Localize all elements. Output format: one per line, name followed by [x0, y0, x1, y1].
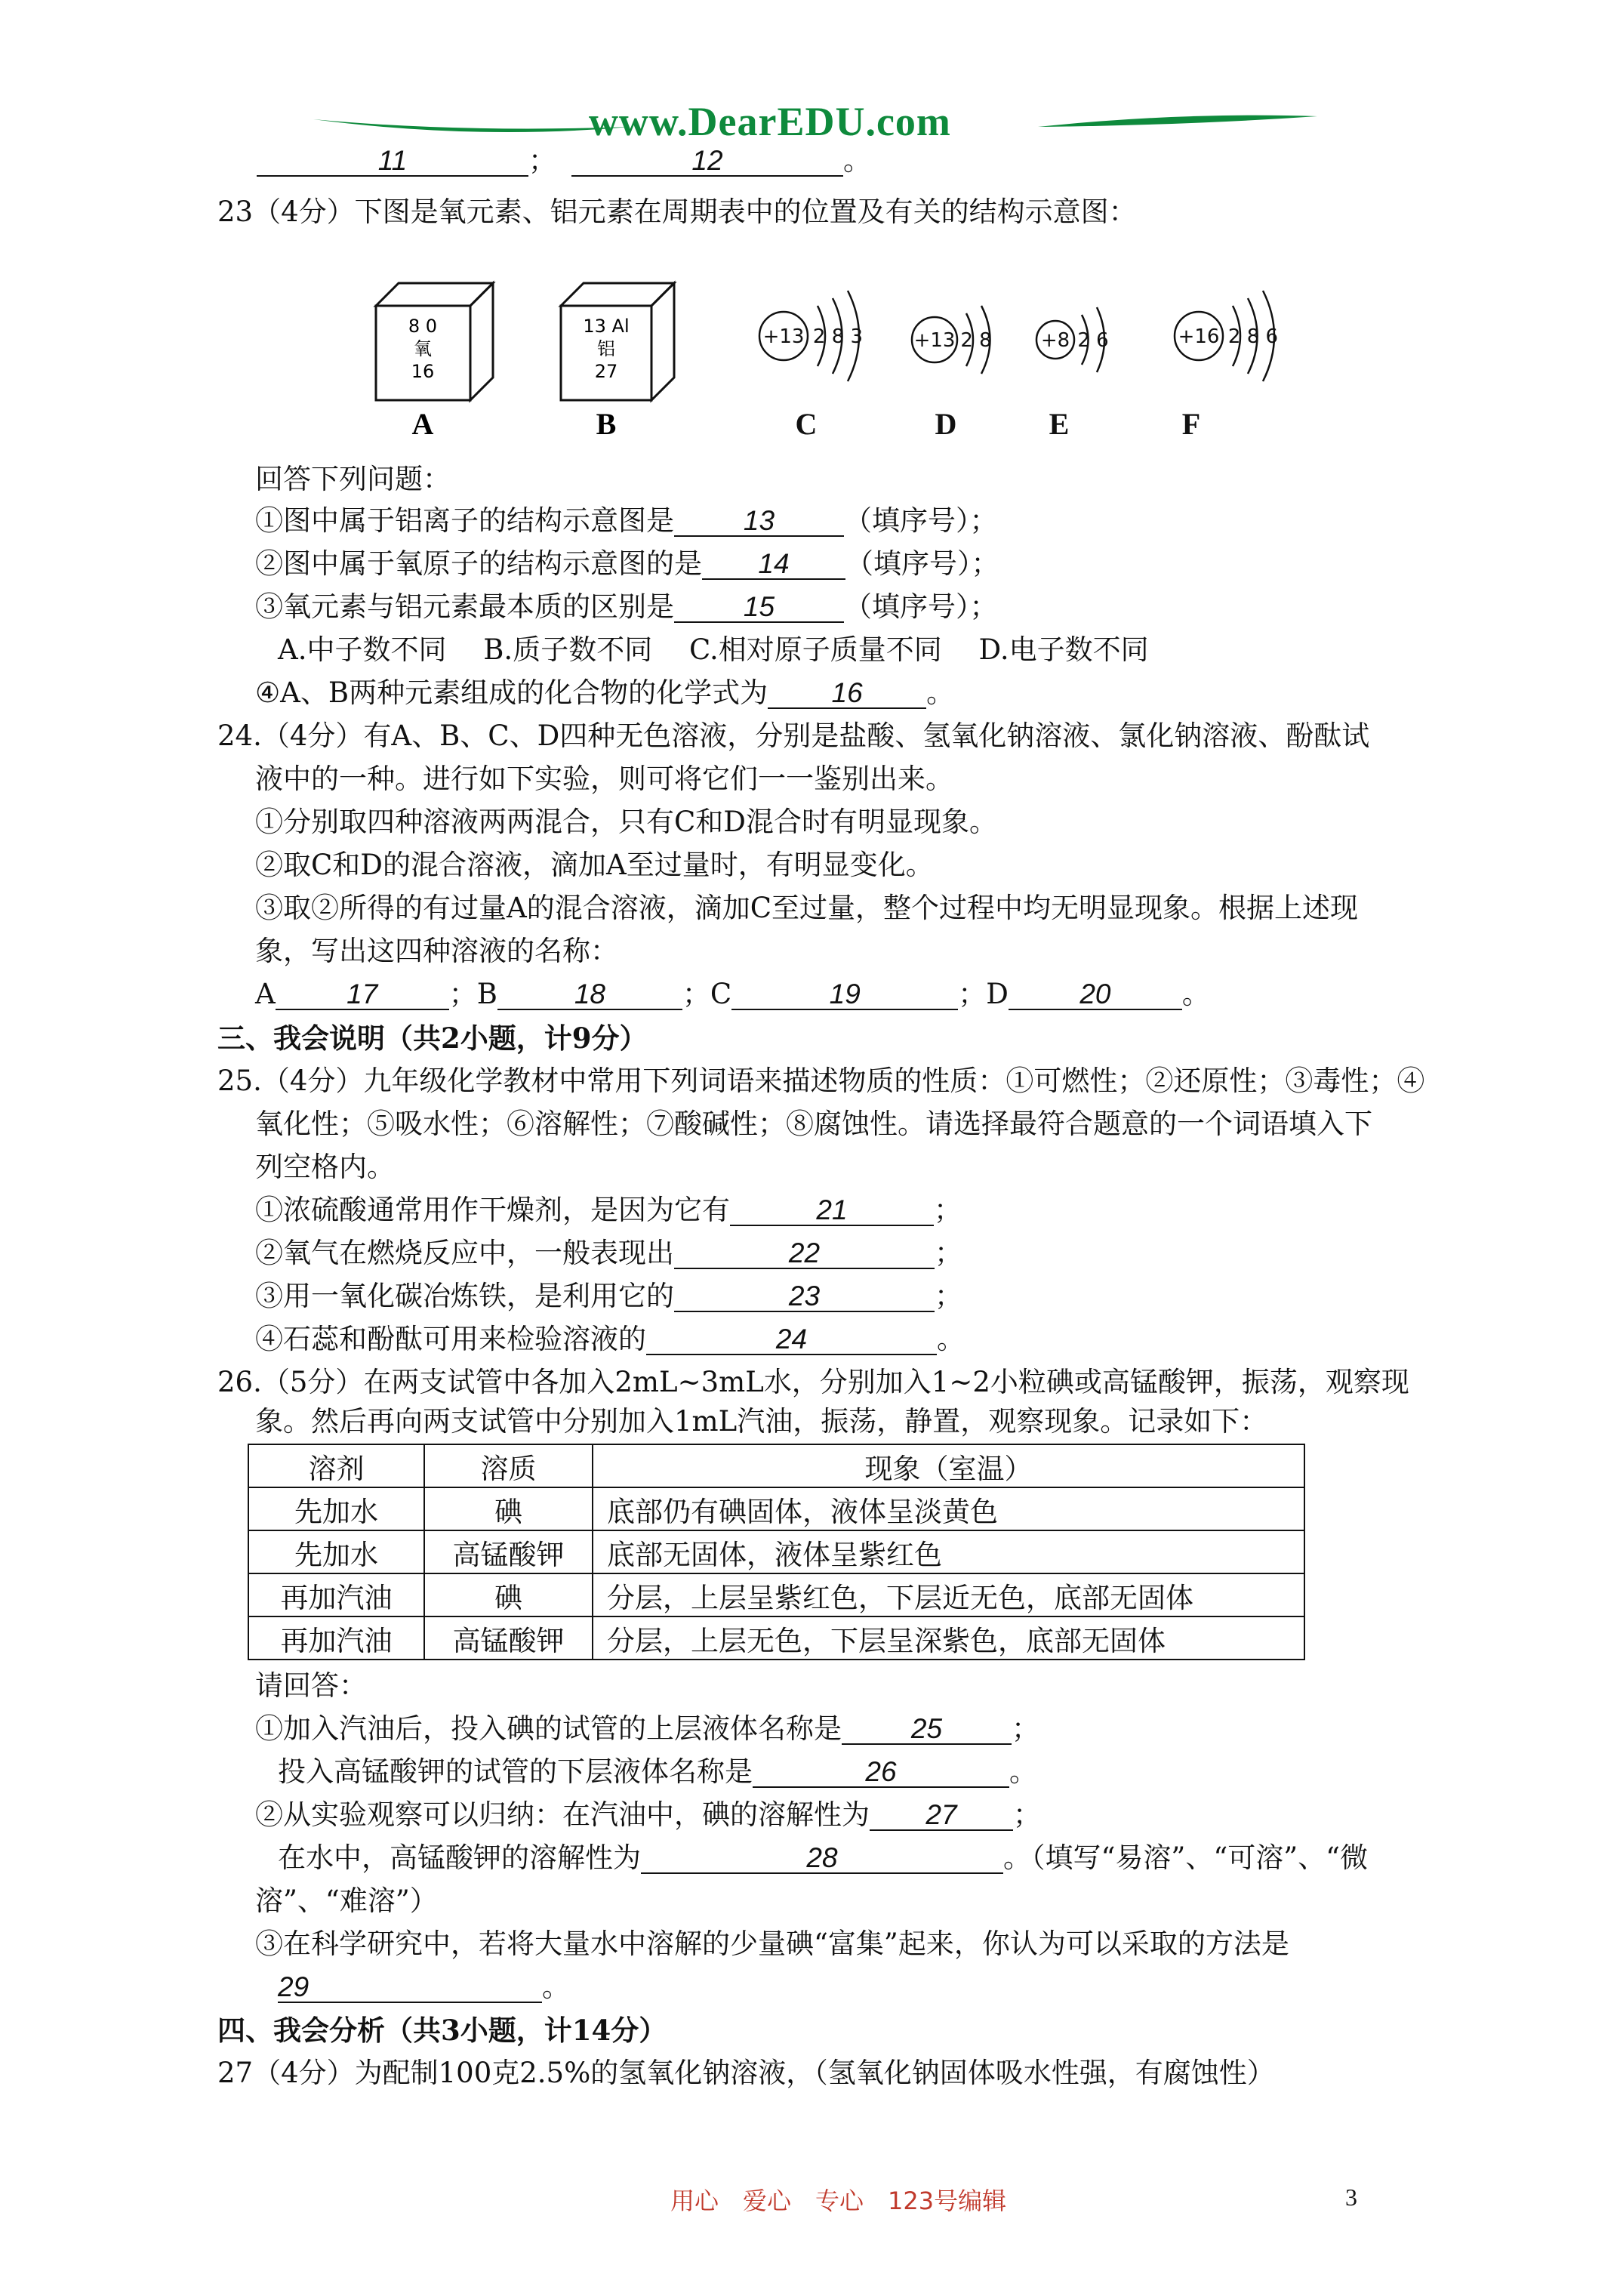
q23-item-1-end: （填序号）；: [844, 504, 998, 537]
blank-14[interactable]: 14: [702, 547, 845, 580]
table-cell: 碘: [424, 1487, 593, 1530]
structure-diagram: [361, 253, 1320, 449]
q25-item-2: [255, 1234, 962, 1272]
blank-29[interactable]: 29: [278, 1970, 542, 2003]
blank-13[interactable]: 13: [674, 504, 844, 537]
label-f: F: [1181, 407, 1201, 441]
table-header-cell: 溶剂: [248, 1444, 424, 1487]
q25-line-1: 25.（4分）九年级化学教材中常用下列词语来描述物质的性质：①可燃性；②还原性；③毒性；④: [217, 1065, 1425, 1097]
q24-line-2: 液中的一种。进行如下实验，则可将它们一一鉴别出来。: [255, 763, 953, 795]
atom-f-nucleus: +16: [1178, 325, 1220, 348]
q26-item-2b: [278, 1839, 1368, 1877]
blank-17[interactable]: 17: [276, 977, 449, 1010]
q26-item-2c: 溶”、“难溶”）: [255, 1885, 438, 1917]
q26-item-1: [255, 1710, 1039, 1748]
blank-11[interactable]: 11: [257, 143, 528, 177]
q26-item-3: ③在科学研究中，若将大量水中溶解的少量碘“富集”起来，你认为可以采取的方法是: [255, 1928, 1289, 1960]
label-a: A: [411, 407, 434, 441]
q24-step-3b: 象，写出这四种溶液的名称：: [255, 935, 618, 967]
q23-options: A.中子数不同 B.质子数不同 C.相对原子质量不同 D.电子数不同: [278, 633, 1149, 666]
q23-item-4-end: 。: [926, 676, 955, 709]
q26-item-1b: [278, 1753, 1037, 1791]
q26-item-1b-text: 投入高锰酸钾的试管的下层液体名称是: [278, 1755, 753, 1788]
q24-line-1: 24.（4分）有A、B、C、D四种无色溶液，分别是盐酸、氢氧化钠溶液、氯化钠溶液、酚酞试: [217, 720, 1370, 752]
q26-item-2: [255, 1796, 1041, 1834]
q26-item-2-text: ②从实验观察可以归纳：在汽油中，碘的溶解性为: [255, 1798, 870, 1831]
atom-c-shells: 2 8 3: [812, 325, 864, 348]
atom-c: [759, 291, 863, 441]
q26-line-2: 象。然后再向两支试管中分别加入1mL汽油，振荡，静置，观察现象。记录如下：: [255, 1405, 1268, 1438]
q24-answers: [255, 975, 1210, 1013]
q26-item-1b-end: 。: [1009, 1755, 1037, 1788]
logo-text: www.DearEDU.com: [589, 99, 951, 144]
q26-ask: 请回答：: [255, 1669, 367, 1702]
cube-a-mass: 16: [411, 361, 435, 382]
q23-title: 23（4分）下图是氧元素、铝元素在周期表中的位置及有关的结构示意图：: [217, 196, 1137, 228]
atom-e-nucleus: +8: [1040, 329, 1070, 352]
table-cell: 底部仍有碘固体，液体呈淡黄色: [593, 1487, 1304, 1530]
blank-18[interactable]: 18: [497, 977, 682, 1010]
table-row: [248, 1487, 1304, 1530]
blank-12[interactable]: 12: [571, 143, 843, 177]
q25-item-1-end: ；: [934, 1194, 962, 1226]
page-number: 3: [1345, 2184, 1357, 2211]
blank-27[interactable]: 27: [870, 1798, 1013, 1831]
blank-16[interactable]: 16: [768, 676, 926, 709]
experiment-table: [248, 1444, 1305, 1660]
table-cell: 先加水: [248, 1530, 424, 1573]
q25-item-4: [255, 1321, 965, 1358]
table-cell: 先加水: [248, 1487, 424, 1530]
logo-swoosh-left-icon: [310, 110, 634, 140]
blank-15[interactable]: 15: [674, 590, 844, 623]
cube-a-name: 氧: [414, 338, 432, 359]
q24-label-d: ；D: [958, 978, 1009, 1010]
table-cell: 底部无固体，液体呈紫红色: [593, 1530, 1304, 1573]
cube-b-name: 铝: [597, 338, 615, 359]
q23-item-3-end: （填序号）；: [844, 590, 998, 623]
blank-28[interactable]: 28: [641, 1841, 1003, 1874]
blank-26[interactable]: 26: [753, 1755, 1009, 1788]
table-header-row: [248, 1444, 1304, 1487]
q23-item-3-text: ③氧元素与铝元素最本质的区别是: [255, 590, 674, 623]
q23-item-2-end: （填序号）；: [845, 547, 999, 580]
table-cell: 碘: [424, 1573, 593, 1616]
q25-item-3: [255, 1277, 962, 1315]
label-e: E: [1049, 407, 1070, 441]
atom-f: [1175, 291, 1278, 441]
q25-item-2-end: ；: [935, 1237, 962, 1269]
q26-item-3-answer: [278, 1968, 570, 2006]
atom-e: [1036, 307, 1109, 441]
table-header-cell: 现象（室温）: [593, 1444, 1304, 1487]
table-cell: 高锰酸钾: [424, 1530, 593, 1573]
label-d: D: [935, 407, 957, 441]
q23-item-4-text: ④A、B两种元素组成的化合物的化学式为: [255, 676, 768, 709]
q24-label-a: A: [255, 978, 276, 1010]
table-cell: 高锰酸钾: [424, 1616, 593, 1660]
atom-c-nucleus: +13: [762, 325, 805, 348]
cube-a-number: 8 0: [408, 316, 438, 337]
q25-item-1: [255, 1191, 962, 1229]
atom-d: [912, 306, 992, 441]
table-header-cell: 溶质: [424, 1444, 593, 1487]
table-cell: 分层，上层呈紫红色，下层近无色，底部无固体: [593, 1573, 1304, 1616]
q23-item-2-text: ②图中属于氧原子的结构示意图的是: [255, 547, 702, 580]
blank-23[interactable]: 23: [674, 1279, 935, 1312]
period: 。: [843, 144, 871, 177]
table-cell: 再加汽油: [248, 1616, 424, 1660]
q26-item-2-end: ；: [1013, 1798, 1041, 1831]
q25-item-3-end: ；: [935, 1280, 962, 1312]
q26-item-2b-end: 。（填写“易溶”、“可溶”、“微: [1003, 1841, 1369, 1874]
q23-item-1-text: ①图中属于铝离子的结构示意图是: [255, 504, 674, 537]
blank-22[interactable]: 22: [674, 1236, 935, 1269]
q25-item-4-end: 。: [937, 1323, 965, 1355]
q26-line-1: 26.（5分）在两支试管中各加入2mL~3mL水，分别加入1~2小粒碘或高锰酸钾，振荡，观察现: [217, 1366, 1409, 1398]
q24-step-3: ③取②所得的有过量A的混合溶液，滴加C至过量，整个过程中均无明显现象。根据上述现: [255, 892, 1359, 924]
blank-20[interactable]: 20: [1009, 977, 1182, 1010]
q23-intro: 回答下列问题：: [255, 463, 451, 495]
footer-text: 用心 爱心 专心 123号编辑: [670, 2187, 1007, 2215]
blank-24[interactable]: 24: [646, 1322, 937, 1355]
q25-item-4-text: ④石蕊和酚酞可用来检验溶液的: [255, 1323, 646, 1355]
table-cell: 分层，上层无色，下层呈深紫色，底部无固体: [593, 1616, 1304, 1660]
q25-item-1-text: ①浓硫酸通常用作干燥剂，是因为它有: [255, 1194, 730, 1226]
q24-end: 。: [1181, 978, 1210, 1010]
atom-f-shells: 2 8 6: [1227, 325, 1279, 348]
q25-line-3: 列空格内。: [255, 1151, 395, 1183]
blank-21[interactable]: 21: [730, 1193, 934, 1226]
q26-item-1-text: ①加入汽油后，投入碘的试管的上层液体名称是: [255, 1712, 842, 1745]
section-3-heading: 三、我会说明（共2小题，计9分）: [217, 1022, 648, 1055]
q26-item-2b-text: 在水中，高锰酸钾的溶解性为: [278, 1841, 641, 1874]
q25-item-2-text: ②氧气在燃烧反应中，一般表现出: [255, 1237, 674, 1269]
separator: ；: [528, 144, 556, 177]
atom-e-shells: 2 6: [1077, 329, 1109, 352]
q24-label-c: ；C: [682, 978, 732, 1010]
q26-item-3-end: 。: [542, 1971, 570, 2003]
q24-step-1: ①分别取四种溶液两两混合，只有C和D混合时有明显现象。: [255, 806, 997, 838]
q25-item-3-text: ③用一氧化碳冶炼铁，是利用它的: [255, 1280, 674, 1312]
table-row: [248, 1573, 1304, 1616]
cube-a: [376, 283, 493, 441]
q27-line-1: 27（4分）为配制100克2.5%的氢氧化钠溶液，（氢氧化钠固体吸水性强，有腐蚀性）: [217, 2057, 1275, 2089]
q24-label-b: ；B: [448, 978, 497, 1010]
q24-step-2: ②取C和D的混合溶液，滴加A至过量时，有明显变化。: [255, 849, 934, 881]
label-b: B: [596, 407, 617, 441]
q23-figure: [361, 253, 1320, 449]
atom-d-shells: 2 8: [960, 329, 992, 352]
logo-swoosh-right-icon: [1034, 110, 1321, 140]
q23-item-3: [255, 588, 998, 626]
section-4-heading: 四、我会分析（共3小题，计14分）: [217, 2014, 667, 2047]
blank-19[interactable]: 19: [731, 977, 958, 1010]
q26-item-1-end: ；: [1012, 1712, 1039, 1745]
label-c: C: [795, 407, 818, 441]
q23-item-4: [255, 674, 954, 712]
cube-b-mass: 27: [594, 361, 618, 382]
q22-answer-line: [257, 142, 871, 180]
cube-b: [561, 283, 674, 441]
table-row: [248, 1530, 1304, 1573]
cube-b-number: 13 Al: [583, 316, 630, 337]
atom-d-nucleus: +13: [913, 329, 956, 352]
table-row: [248, 1616, 1304, 1660]
q25-line-2: 氧化性；⑤吸水性；⑥溶解性；⑦酸碱性；⑧腐蚀性。请选择最符合题意的一个词语填入下: [255, 1108, 1372, 1140]
table-cell: 再加汽油: [248, 1573, 424, 1616]
q23-item-2: [255, 545, 999, 583]
blank-25[interactable]: 25: [842, 1712, 1012, 1745]
q23-item-1: [255, 502, 998, 540]
